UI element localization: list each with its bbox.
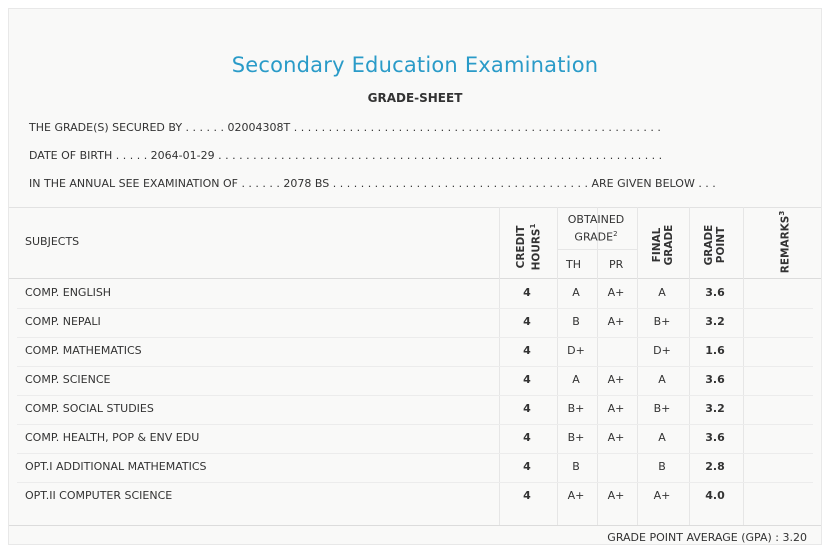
grade-point-cell: 2.8 [705,460,725,473]
th-grade-cell: B [572,315,580,328]
pr-grade-cell: A+ [607,315,625,328]
subject-cell: COMP. ENGLISH [25,286,112,299]
gpa-summary: GRADE POINT AVERAGE (GPA) : 3.20 [607,531,807,544]
header-pr: PR [609,258,624,271]
table-row [9,308,821,337]
grade-sheet [8,8,822,545]
header-credit-hours: CREDIT HOURS$^1$ [515,223,543,271]
grade-point-cell: 3.2 [705,402,725,415]
final-grade-cell: A+ [653,489,671,502]
header-remarks: REMARKS$^3$ [778,210,792,274]
table-bottom-divider [9,525,821,526]
subject-cell: OPT.II COMPUTER SCIENCE [25,489,173,502]
th-grade-cell: A+ [567,489,585,502]
secured-by-line: THE GRADE(S) SECURED BY . . . . . . 02004308T . . . . . . . . . . . . . . . . . . . . . . . . . . . . . . . . . . . . . . . . . . . . . . . . . . . . . [29,121,661,134]
header-th: TH [566,258,581,271]
credit-hours-cell: 4 [523,431,531,444]
subject-cell: OPT.I ADDITIONAL MATHEMATICS [25,460,207,473]
table-row [9,337,821,366]
final-grade-cell: A [658,286,666,299]
final-grade-cell: D+ [653,344,671,357]
table-header [9,207,821,286]
table-row [9,424,821,453]
subject-cell: COMP. MATHEMATICS [25,344,142,357]
subject-cell: COMP. NEPALI [25,315,101,328]
header-subjects: SUBJECTS [25,235,80,248]
th-grade-cell: A [572,373,580,386]
credit-hours-cell: 4 [523,402,531,415]
subject-cell: COMP. HEALTH, POP & ENV EDU [25,431,200,444]
credit-hours-cell: 4 [523,344,531,357]
header-grade-point: GRADE POINT [703,224,727,266]
credit-hours-cell: 4 [523,286,531,299]
grade-point-cell: 1.6 [705,344,725,357]
grade-point-cell: 4.0 [705,489,725,502]
table-row [9,395,821,424]
table-row [9,453,821,482]
page-subtitle: GRADE-SHEET [367,91,463,105]
final-grade-cell: B [658,460,666,473]
subject-cell: COMP. SCIENCE [25,373,111,386]
final-grade-cell: A [658,431,666,444]
grade-point-cell: 3.6 [705,431,725,444]
grade-point-cell: 3.2 [705,315,725,328]
header-obtained-grade: OBTAINED GRADE$^2$ [567,213,625,244]
pr-grade-cell: A+ [607,373,625,386]
credit-hours-cell: 4 [523,460,531,473]
pr-grade-cell: A+ [607,286,625,299]
header-final-grade: FINAL GRADE [651,224,675,266]
th-grade-cell: B+ [567,402,585,415]
pr-grade-cell: A+ [607,431,625,444]
credit-hours-cell: 4 [523,373,531,386]
final-grade-cell: B+ [653,402,671,415]
th-grade-cell: B [572,460,580,473]
th-grade-cell: A [572,286,580,299]
date-of-birth-line: DATE OF BIRTH . . . . . 2064-01-29 . . . . . . . . . . . . . . . . . . . . . . . . . . . . . . . . . . . . . . . . . . . . . . . . . . . . . . . . . . . . . . . . [29,149,663,162]
exam-line: IN THE ANNUAL SEE EXAMINATION OF . . . . . . 2078 BS . . . . . . . . . . . . . . . . . . . . . . . . . . . . . . . . . . . . . ARE GIVEN BELOW . . . [29,177,716,190]
pr-grade-cell: A+ [607,489,625,502]
table-row [9,482,821,511]
grade-point-cell: 3.6 [705,286,725,299]
final-grade-cell: A [658,373,666,386]
grade-point-cell: 3.6 [705,373,725,386]
table-row [9,279,821,308]
final-grade-cell: B+ [653,315,671,328]
subject-cell: COMP. SOCIAL STUDIES [25,402,154,415]
credit-hours-cell: 4 [523,489,531,502]
credit-hours-cell: 4 [523,315,531,328]
table-row [9,366,821,395]
pr-grade-cell: A+ [607,402,625,415]
th-grade-cell: B+ [567,431,585,444]
obtained-divider [557,249,637,250]
page-title: Secondary Education Examination [231,53,599,77]
th-grade-cell: D+ [567,344,585,357]
